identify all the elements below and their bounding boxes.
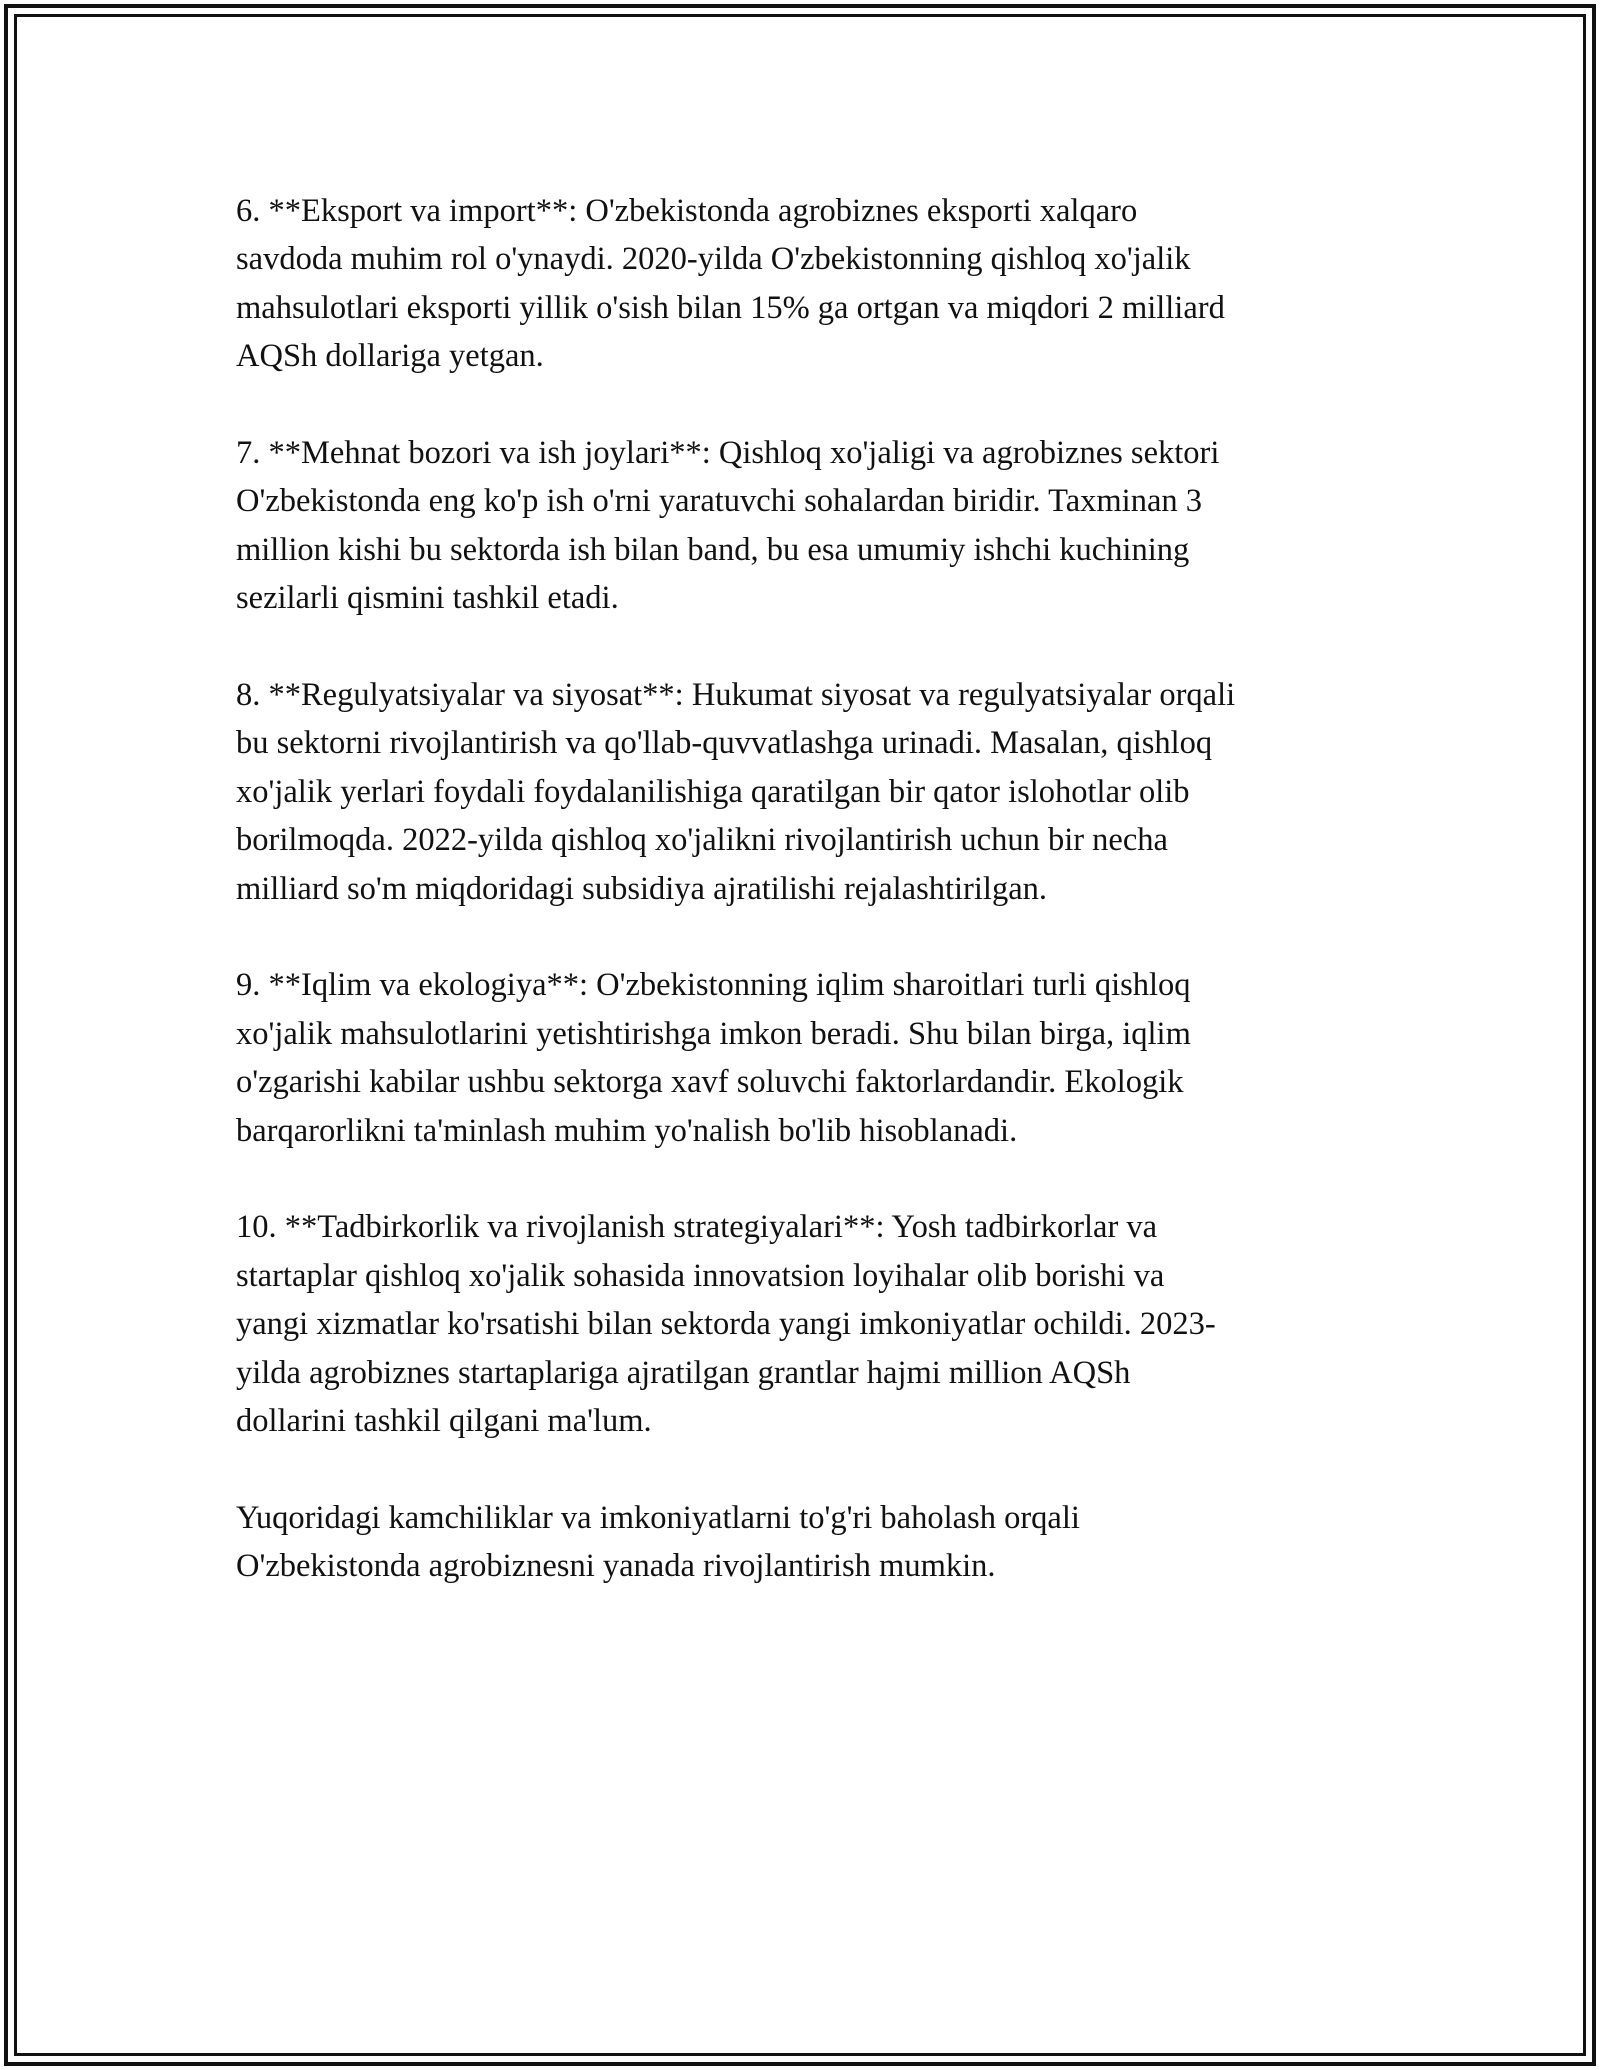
paragraph-climate-ecology: 9. **Iqlim va ekologiya**: O'zbekistonning iqlim sharoitlari turli qishloq xo'jalik mahsulotlarini yetishtirishga imkon beradi. Shu bilan birga, iqlim o'zgarishi kabilar ushbu sektorga xavf soluvchi faktorlardandir. Ekologik barqarorlikni ta'minlash muhim yo'nalish bo'lib hisoblanadi. (236, 967, 1191, 1149)
document-body (236, 187, 1396, 1639)
paragraph-conclusion: Yuqoridagi kamchiliklar va imkoniyatlarni to'g'ri baholash orqali O'zbekistonda agrobiznesni yanada rivojlantirish mumkin. (236, 1499, 1080, 1585)
paragraph-labor-market: 7. **Mehnat bozori va ish joylari**: Qishloq xo'jaligi va agrobiznes sektori O'zbekistonda eng ko'p ish o'rni yaratuvchi sohalardan biridir. Taxminan 3 million kishi bu sektorda ish bilan band, bu esa umumiy ishchi kuchining sezilarli qismini tashkil etadi. (236, 435, 1220, 617)
paragraph-export-import: 6. **Eksport va import**: O'zbekistonda agrobiznes eksporti xalqaro savdoda muhim rol o'ynaydi. 2020-yilda O'zbekistonning qishloq xo'jalik mahsulotlari eksporti yillik o'sish bilan 15% ga ortgan va miqdori 2 milliard AQSh dollariga yetgan. (236, 193, 1225, 375)
paragraph-regulations-policy: 8. **Regulyatsiyalar va siyosat**: Hukumat siyosat va regulyatsiyalar orqali bu sektorni rivojlantirish va qo'llab-quvvatlashga urinadi. Masalan, qishloq xo'jalik yerlari foydali foydalanilishiga qaratilgan bir qator islohotlar olib borilmoqda. 2022-yilda qishloq xo'jalikni rivojlantirish uchun bir necha milliard so'm miqdoridagi subsidiya ajratilishi rejalashtirilgan. (236, 677, 1236, 907)
paragraph-entrepreneurship: 10. **Tadbirkorlik va rivojlanish strategiyalari**: Yosh tadbirkorlar va startaplar qishloq xo'jalik sohasida innovatsion loyihalar olib borishi va yangi xizmatlar ko'rsatishi bilan sektorda yangi imkoniyatlar ochildi. 2023- yilda agrobiznes startaplariga ajratilgan grantlar hajmi million AQSh dollarini tashkil qilgani ma'lum. (236, 1209, 1216, 1440)
